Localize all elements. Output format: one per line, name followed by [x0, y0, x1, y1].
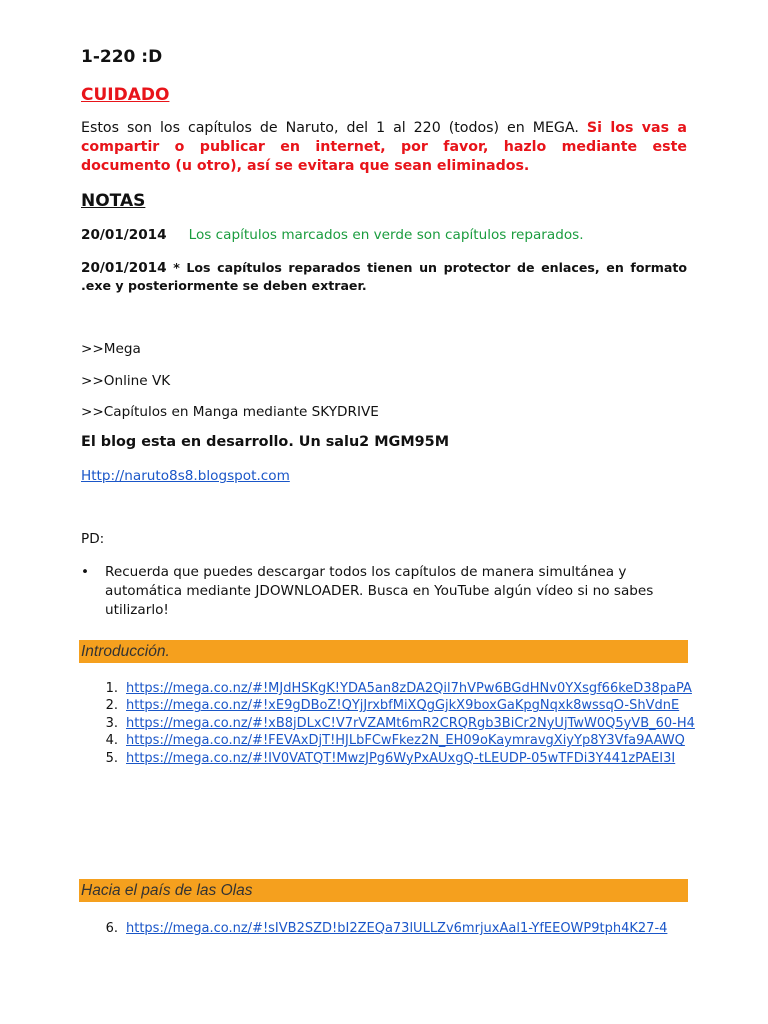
blog-link[interactable]: Http://naruto8s8.blogspot.com: [81, 468, 290, 484]
note-date: 20/01/2014: [81, 260, 167, 276]
list-item: [100, 680, 700, 697]
note-green-text: Los capítulos marcados en verde son capítulos reparados.: [188, 227, 584, 243]
list-item: [81, 563, 687, 620]
note-protector-text: * Los capítulos reparados tienen un protector de enlaces, en formato .exe y posteriormente se deben extraer.: [81, 260, 687, 293]
link-list-introduccion: [100, 680, 700, 767]
mega-link[interactable]: https://mega.co.nz/#!IV0VATQT!MwzJPg6WyPxAUxgQ-tLEUDP-05wTFDi3Y441zPAEI3I: [126, 750, 676, 766]
menu-item-mega: >>Mega: [81, 341, 141, 357]
blog-notice: El blog esta en desarrollo. Un salu2 MGM95M: [81, 434, 450, 450]
intro-plain-text: Estos son los capítulos de Naruto, del 1 al 220 (todos) en MEGA.: [81, 120, 587, 136]
list-item: [100, 697, 700, 714]
mega-link[interactable]: https://mega.co.nz/#!MJdHSKgK!YDA5an8zDA2Qil7hVPw6BGdHNv0YXsgf66keD38paPA: [126, 681, 692, 696]
section-heading-pais-olas: Hacia el país de las Olas: [79, 879, 688, 902]
menu-item-online-vk: >>Online VK: [81, 373, 171, 389]
mega-link[interactable]: https://mega.co.nz/#!sIVB2SZD!bI2ZEQa73lULLZv6mrjuxAal1-YfEEOWP9tph4K27-4: [126, 921, 668, 936]
page-title: 1-220 :D: [81, 47, 163, 67]
bullet-icon: •: [81, 564, 90, 580]
list-item: [100, 750, 700, 767]
list-number: 6.: [105, 921, 118, 936]
note-repaired: [81, 227, 584, 243]
intro-paragraph: [81, 119, 687, 176]
menu-item-manga: >>Capítulos en Manga mediante SKYDRIVE: [81, 404, 379, 420]
list-number: 5.: [105, 750, 118, 766]
list-number: 1.: [105, 681, 118, 696]
section-heading-introduccion: Introducción.: [79, 640, 688, 663]
list-item: [100, 920, 700, 937]
note-date: 20/01/2014: [81, 227, 167, 243]
list-item: [100, 715, 700, 732]
list-number: 3.: [105, 715, 118, 731]
pd-bullet-text: Recuerda que puedes descargar todos los capítulos de manera simultánea y automática mediante JDOWNLOADER. Busca en YouTube algún vídeo si no sabes utilizarlo!: [105, 564, 654, 618]
note-protector: [81, 259, 687, 294]
notes-heading: NOTAS: [81, 191, 146, 211]
pd-label: PD:: [81, 531, 105, 547]
list-number: 4.: [105, 733, 118, 749]
mega-link[interactable]: https://mega.co.nz/#!FEVAxDjT!HJLbFCwFkez2N_EH09oKaymravgXiyYp8Y3Vfa9AAWQ: [126, 733, 685, 749]
mega-link[interactable]: https://mega.co.nz/#!xE9gDBoZ!QYjJrxbfMiXQgGjkX9boxGaKpgNqxk8wssqO-ShVdnE: [126, 698, 680, 714]
mega-link[interactable]: https://mega.co.nz/#!xB8jDLxC!V7rVZAMt6mR2CRQRgb3BiCr2NyUjTwW0Q5yVB_60-H4: [126, 715, 695, 731]
list-number: 2.: [105, 698, 118, 714]
intro-warning-text: Si los vas a compartir o publicar en internet, por favor, hazlo mediante este documento (u otro), así se evitara que sean eliminados.: [81, 120, 687, 174]
list-item: [100, 732, 700, 749]
warning-heading: CUIDADO: [81, 85, 170, 105]
link-list-pais-olas: [100, 920, 700, 937]
